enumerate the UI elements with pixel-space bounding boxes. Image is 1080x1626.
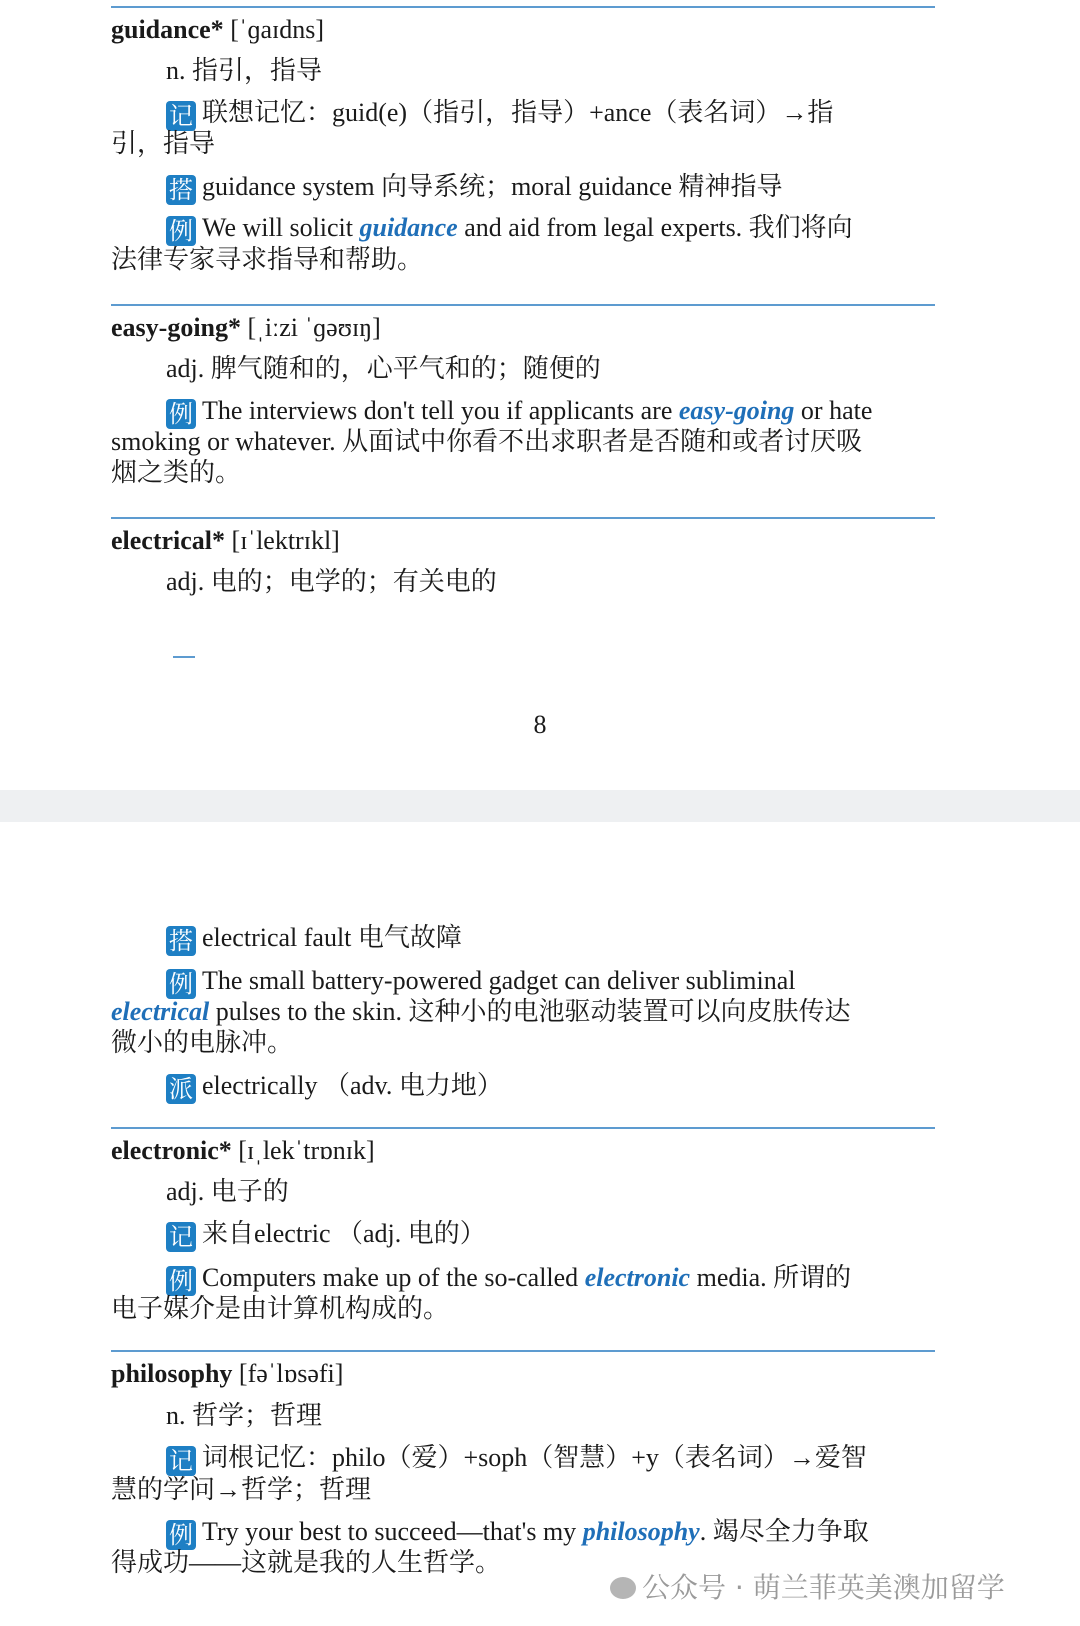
example-line: 例 The interviews don't tell you if applicants are easy-going or hate (166, 395, 872, 429)
derivative-tag-icon: 派 (166, 1074, 196, 1104)
definition: adj. 脾气随和的，心平气和的；随便的 (166, 354, 601, 383)
dictionary-page-9 (0, 822, 1080, 1626)
memory-tag-icon: 记 (166, 1222, 196, 1252)
example-line: 例 Try your best to succeed—that's my philosophy. 竭尽全力争取 (166, 1516, 869, 1550)
example-tag-icon: 例 (166, 399, 196, 429)
entry-divider (111, 517, 935, 519)
example-tag-icon: 例 (166, 216, 196, 246)
page-gap (0, 790, 1080, 822)
example-line-cont: smoking or whatever. 从面试中你看不出求职者是否随和或者讨厌吸 (111, 427, 863, 456)
example-line: 例 The small battery-powered gadget can deliver subliminal (166, 965, 795, 999)
example-line-cont: 得成功——这就是我的人生哲学。 (111, 1548, 502, 1577)
example-tag-icon: 例 (166, 1520, 196, 1550)
headword-electronic: electronic* [ɪˌlekˈtrɒnɪk] (111, 1136, 375, 1165)
example-line: 例 Computers make up of the so-called electronic media. 所谓的 (166, 1262, 851, 1296)
example-tag-icon: 例 (166, 1266, 196, 1296)
example-line-cont: 微小的电脉冲。 (111, 1028, 294, 1057)
collocation-line: 搭 guidance system 向导系统；moral guidance 精神指导 (166, 171, 783, 205)
memory-line-cont: 引，指导 (111, 129, 216, 158)
continuation-dash (173, 656, 195, 658)
entry-divider (111, 1350, 935, 1352)
page-number: 8 (533, 710, 547, 739)
collocation-tag-icon: 搭 (166, 175, 196, 205)
dictionary-page-8 (0, 0, 1080, 790)
definition: adj. 电子的 (166, 1177, 289, 1206)
memory-line: 记 词根记忆：philo（爱）+soph（智慧）+y（表名词）→爱智 (166, 1442, 867, 1476)
headword-guidance: guidance* [ˈɡaɪdns] (111, 15, 325, 44)
example-line-cont: electrical pulses to the skin. 这种小的电池驱动装置可以向皮肤传达 (111, 997, 851, 1026)
example-line-cont: 烟之类的。 (111, 458, 242, 487)
memory-tag-icon: 记 (166, 101, 196, 131)
headword-easy-going: easy-going* [ˌiːzi ˈɡəʊɪŋ] (111, 313, 381, 342)
example-line: 例 We will solicit guidance and aid from legal experts. 我们将向 (166, 212, 853, 246)
derivative-line: 派 electrically （adv. 电力地） (166, 1070, 503, 1104)
entry-divider (111, 1127, 935, 1129)
example-line-cont: 法律专家寻求指导和帮助。 (111, 245, 424, 274)
entry-divider (111, 6, 935, 8)
watermark: 公众号 · 萌兰菲英美澳加留学 (610, 1566, 1005, 1606)
definition: n. 指引，指导 (166, 56, 323, 85)
memory-line: 记 来自electric （adj. 电的） (166, 1218, 486, 1252)
collocation-tag-icon: 搭 (166, 926, 196, 956)
memory-line: 记 联想记忆：guid(e)（指引，指导）+ance（表名词）→指 (166, 97, 833, 131)
wechat-icon (610, 1577, 636, 1599)
example-tag-icon: 例 (166, 969, 196, 999)
memory-line-cont: 慧的学问→哲学；哲理 (111, 1475, 372, 1504)
headword-electrical: electrical* [ɪˈlektrɪkl] (111, 526, 340, 555)
definition: n. 哲学；哲理 (166, 1401, 323, 1430)
example-line-cont: 电子媒介是由计算机构成的。 (111, 1294, 450, 1323)
definition: adj. 电的；电学的；有关电的 (166, 567, 497, 596)
entry-divider (111, 304, 935, 306)
headword-philosophy: philosophy [fəˈlɒsəfi] (111, 1359, 344, 1388)
collocation-line: 搭 electrical fault 电气故障 (166, 922, 462, 956)
memory-tag-icon: 记 (166, 1446, 196, 1476)
